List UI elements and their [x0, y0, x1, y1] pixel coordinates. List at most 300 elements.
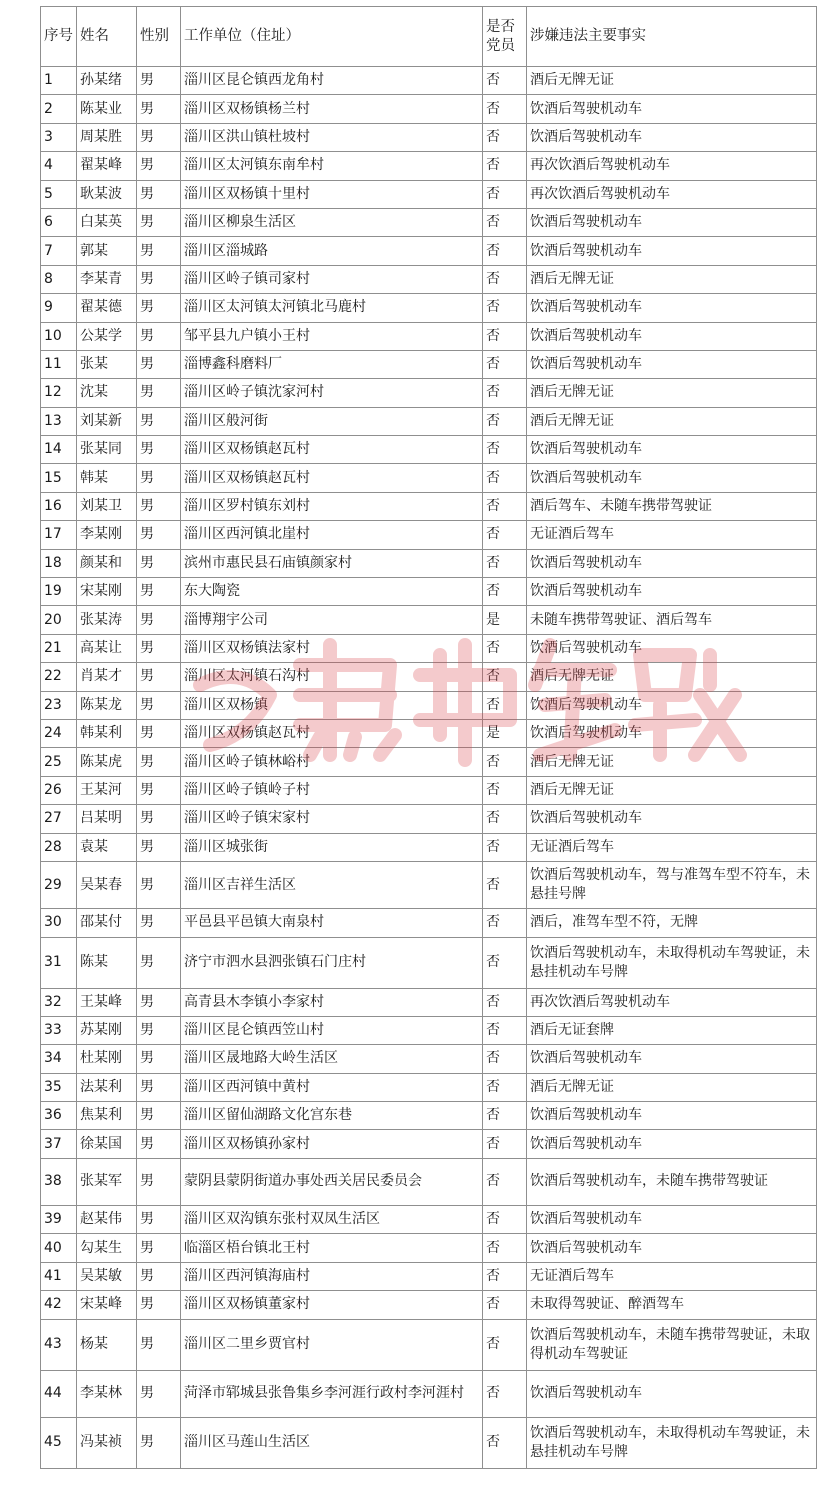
cell-party-member: 否 [483, 407, 527, 435]
table-row [41, 1234, 817, 1262]
cell-index: 14 [41, 436, 77, 464]
cell-index: 31 [41, 937, 77, 988]
cell-name: 李某林 [77, 1370, 137, 1417]
cell-violation: 饮酒后驾驶机动车 [527, 1130, 817, 1158]
cell-workplace: 东大陶瓷 [181, 578, 483, 606]
cell-name: 李某刚 [77, 521, 137, 549]
cell-violation: 酒后无牌无证 [527, 407, 817, 435]
table-row [41, 805, 817, 833]
cell-index: 16 [41, 492, 77, 520]
cell-workplace: 淄川区晟地路大岭生活区 [181, 1045, 483, 1073]
table-row [41, 180, 817, 208]
cell-name: 孙某绪 [77, 67, 137, 95]
table-body [41, 67, 817, 1469]
cell-gender: 男 [137, 492, 181, 520]
cell-gender: 男 [137, 123, 181, 151]
cell-party-member: 否 [483, 492, 527, 520]
cell-name: 勾某生 [77, 1234, 137, 1262]
cell-workplace: 淄川区太河镇太河镇北马鹿村 [181, 294, 483, 322]
cell-gender: 男 [137, 1370, 181, 1417]
cell-gender: 男 [137, 1291, 181, 1319]
cell-gender: 男 [137, 691, 181, 719]
cell-index: 42 [41, 1291, 77, 1319]
cell-index: 18 [41, 549, 77, 577]
cell-name: 翟某德 [77, 294, 137, 322]
table-row [41, 407, 817, 435]
cell-gender: 男 [137, 350, 181, 378]
cell-party-member: 否 [483, 1102, 527, 1130]
cell-index: 32 [41, 988, 77, 1016]
cell-workplace: 淄川区双沟镇东张村双凤生活区 [181, 1206, 483, 1234]
cell-workplace: 菏泽市郓城县张鲁集乡李河涯行政村李河涯村 [181, 1370, 483, 1417]
cell-party-member: 否 [483, 1206, 527, 1234]
cell-gender: 男 [137, 909, 181, 937]
cell-gender: 男 [137, 379, 181, 407]
cell-workplace: 淄川区双杨镇赵瓦村 [181, 719, 483, 747]
cell-index: 34 [41, 1045, 77, 1073]
cell-name: 吴某敏 [77, 1262, 137, 1290]
table-row [41, 1158, 817, 1205]
cell-workplace: 淄川区西河镇海庙村 [181, 1262, 483, 1290]
cell-index: 33 [41, 1016, 77, 1044]
cell-gender: 男 [137, 719, 181, 747]
cell-gender: 男 [137, 1158, 181, 1205]
table-row [41, 123, 817, 151]
table-row [41, 1370, 817, 1417]
table-row [41, 1206, 817, 1234]
cell-gender: 男 [137, 436, 181, 464]
cell-workplace: 滨州市惠民县石庙镇颜家村 [181, 549, 483, 577]
cell-name: 郭某 [77, 237, 137, 265]
cell-violation: 酒后无牌无证 [527, 379, 817, 407]
cell-index: 6 [41, 208, 77, 236]
table-row [41, 322, 817, 350]
cell-name: 王某河 [77, 776, 137, 804]
table-header-row [41, 7, 817, 67]
header-gender: 性别 [137, 7, 181, 67]
table-row [41, 464, 817, 492]
table-row [41, 937, 817, 988]
cell-workplace: 淄川区双杨镇孙家村 [181, 1130, 483, 1158]
cell-gender: 男 [137, 67, 181, 95]
cell-gender: 男 [137, 578, 181, 606]
cell-party-member: 否 [483, 691, 527, 719]
table-row [41, 294, 817, 322]
cell-name: 刘某新 [77, 407, 137, 435]
table-row [41, 606, 817, 634]
cell-workplace: 淄川区昆仑镇西笠山村 [181, 1016, 483, 1044]
cell-gender: 男 [137, 805, 181, 833]
cell-workplace: 淄川区双杨镇十里村 [181, 180, 483, 208]
cell-violation: 饮酒后驾驶机动车 [527, 237, 817, 265]
cell-party-member: 是 [483, 606, 527, 634]
cell-index: 41 [41, 1262, 77, 1290]
table-row [41, 350, 817, 378]
cell-party-member: 否 [483, 1291, 527, 1319]
cell-workplace: 淄川区西河镇中黄村 [181, 1073, 483, 1101]
cell-party-member: 否 [483, 237, 527, 265]
cell-party-member: 否 [483, 909, 527, 937]
cell-party-member: 否 [483, 988, 527, 1016]
cell-party-member: 否 [483, 521, 527, 549]
cell-violation: 酒后无证套牌 [527, 1016, 817, 1044]
cell-gender: 男 [137, 1262, 181, 1290]
cell-index: 21 [41, 634, 77, 662]
table-row [41, 1319, 817, 1370]
cell-gender: 男 [137, 549, 181, 577]
cell-name: 法某利 [77, 1073, 137, 1101]
cell-violation: 再次饮酒后驾驶机动车 [527, 180, 817, 208]
cell-workplace: 蒙阴县蒙阴街道办事处西关居民委员会 [181, 1158, 483, 1205]
cell-gender: 男 [137, 152, 181, 180]
cell-index: 15 [41, 464, 77, 492]
cell-workplace: 淄川区洪山镇杜坡村 [181, 123, 483, 151]
cell-gender: 男 [137, 322, 181, 350]
cell-party-member: 否 [483, 208, 527, 236]
cell-party-member: 否 [483, 833, 527, 861]
cell-index: 2 [41, 95, 77, 123]
cell-party-member: 是 [483, 719, 527, 747]
cell-name: 冯某祯 [77, 1417, 137, 1468]
cell-violation: 无证酒后驾车 [527, 521, 817, 549]
cell-workplace: 淄博鑫科磨料厂 [181, 350, 483, 378]
cell-workplace: 淄川区柳泉生活区 [181, 208, 483, 236]
table-row [41, 265, 817, 293]
cell-index: 45 [41, 1417, 77, 1468]
cell-name: 杨某 [77, 1319, 137, 1370]
cell-workplace: 平邑县平邑镇大南泉村 [181, 909, 483, 937]
cell-index: 28 [41, 833, 77, 861]
cell-party-member: 否 [483, 1130, 527, 1158]
cell-workplace: 淄川区淄城路 [181, 237, 483, 265]
cell-name: 袁某 [77, 833, 137, 861]
cell-violation: 饮酒后驾驶机动车 [527, 123, 817, 151]
cell-violation: 酒后，准驾车型不符，无牌 [527, 909, 817, 937]
cell-party-member: 否 [483, 1417, 527, 1468]
cell-index: 23 [41, 691, 77, 719]
table-row [41, 1291, 817, 1319]
cell-violation: 酒后无牌无证 [527, 663, 817, 691]
cell-violation: 再次饮酒后驾驶机动车 [527, 152, 817, 180]
table-row [41, 436, 817, 464]
cell-name: 公某学 [77, 322, 137, 350]
cell-violation: 饮酒后驾驶机动车 [527, 436, 817, 464]
cell-violation: 无证酒后驾车 [527, 833, 817, 861]
cell-party-member: 否 [483, 350, 527, 378]
cell-index: 20 [41, 606, 77, 634]
cell-index: 30 [41, 909, 77, 937]
cell-index: 38 [41, 1158, 77, 1205]
table-row [41, 152, 817, 180]
cell-gender: 男 [137, 265, 181, 293]
cell-gender: 男 [137, 988, 181, 1016]
cell-violation: 再次饮酒后驾驶机动车 [527, 988, 817, 1016]
cell-name: 杜某刚 [77, 1045, 137, 1073]
cell-name: 张某 [77, 350, 137, 378]
cell-gender: 男 [137, 294, 181, 322]
cell-party-member: 否 [483, 805, 527, 833]
cell-name: 宋某峰 [77, 1291, 137, 1319]
cell-party-member: 否 [483, 1016, 527, 1044]
cell-workplace: 淄川区岭子镇宋家村 [181, 805, 483, 833]
cell-violation: 未取得驾驶证、醉酒驾车 [527, 1291, 817, 1319]
cell-name: 赵某伟 [77, 1206, 137, 1234]
cell-name: 沈某 [77, 379, 137, 407]
cell-party-member: 否 [483, 123, 527, 151]
table-row [41, 208, 817, 236]
cell-gender: 男 [137, 833, 181, 861]
cell-workplace: 临淄区梧台镇北王村 [181, 1234, 483, 1262]
cell-workplace: 淄川区留仙湖路文化宫东巷 [181, 1102, 483, 1130]
cell-violation: 饮酒后驾驶机动车，未随车携带驾驶证 [527, 1158, 817, 1205]
cell-violation: 酒后无牌无证 [527, 1073, 817, 1101]
table-row [41, 492, 817, 520]
cell-workplace: 高青县木李镇小李家村 [181, 988, 483, 1016]
cell-violation: 饮酒后驾驶机动车 [527, 95, 817, 123]
cell-violation: 饮酒后驾驶机动车 [527, 208, 817, 236]
cell-gender: 男 [137, 606, 181, 634]
cell-violation: 饮酒后驾驶机动车 [527, 1234, 817, 1262]
cell-name: 陈某虎 [77, 748, 137, 776]
cell-index: 36 [41, 1102, 77, 1130]
table-row [41, 988, 817, 1016]
cell-violation: 饮酒后驾驶机动车 [527, 1206, 817, 1234]
table-row [41, 1102, 817, 1130]
cell-workplace: 淄川区岭子镇林峪村 [181, 748, 483, 776]
cell-gender: 男 [137, 521, 181, 549]
cell-gender: 男 [137, 861, 181, 908]
cell-name: 苏某刚 [77, 1016, 137, 1044]
cell-name: 吴某春 [77, 861, 137, 908]
cell-workplace: 淄川区吉祥生活区 [181, 861, 483, 908]
cell-name: 张某涛 [77, 606, 137, 634]
cell-name: 周某胜 [77, 123, 137, 151]
header-index: 序号 [41, 7, 77, 67]
cell-party-member: 否 [483, 1073, 527, 1101]
cell-index: 13 [41, 407, 77, 435]
cell-party-member: 否 [483, 861, 527, 908]
cell-name: 翟某峰 [77, 152, 137, 180]
cell-workplace: 淄博翔宇公司 [181, 606, 483, 634]
cell-gender: 男 [137, 95, 181, 123]
cell-name: 刘某卫 [77, 492, 137, 520]
cell-gender: 男 [137, 937, 181, 988]
cell-workplace: 济宁市泗水县泗张镇石门庄村 [181, 937, 483, 988]
cell-violation: 酒后无牌无证 [527, 67, 817, 95]
table-row [41, 634, 817, 662]
cell-name: 韩某 [77, 464, 137, 492]
cell-party-member: 否 [483, 1262, 527, 1290]
cell-party-member: 否 [483, 748, 527, 776]
cell-violation: 饮酒后驾驶机动车 [527, 634, 817, 662]
cell-name: 陈某业 [77, 95, 137, 123]
cell-index: 1 [41, 67, 77, 95]
cell-index: 44 [41, 1370, 77, 1417]
cell-party-member: 否 [483, 578, 527, 606]
cell-gender: 男 [137, 1206, 181, 1234]
cell-index: 25 [41, 748, 77, 776]
cell-index: 9 [41, 294, 77, 322]
cell-gender: 男 [137, 1045, 181, 1073]
cell-index: 35 [41, 1073, 77, 1101]
table-row [41, 776, 817, 804]
cell-party-member: 否 [483, 294, 527, 322]
cell-index: 3 [41, 123, 77, 151]
cell-index: 22 [41, 663, 77, 691]
cell-name: 焦某利 [77, 1102, 137, 1130]
cell-gender: 男 [137, 464, 181, 492]
cell-gender: 男 [137, 407, 181, 435]
cell-workplace: 淄川区双杨镇杨兰村 [181, 95, 483, 123]
cell-party-member: 否 [483, 95, 527, 123]
cell-name: 徐某国 [77, 1130, 137, 1158]
cell-party-member: 否 [483, 634, 527, 662]
cell-gender: 男 [137, 748, 181, 776]
cell-party-member: 否 [483, 180, 527, 208]
cell-gender: 男 [137, 1073, 181, 1101]
cell-party-member: 否 [483, 1234, 527, 1262]
table-row [41, 861, 817, 908]
table-row [41, 1130, 817, 1158]
cell-gender: 男 [137, 1102, 181, 1130]
cell-violation: 饮酒后驾驶机动车，未随车携带驾驶证，未取得机动车驾驶证 [527, 1319, 817, 1370]
cell-index: 40 [41, 1234, 77, 1262]
cell-gender: 男 [137, 776, 181, 804]
table-row [41, 719, 817, 747]
cell-party-member: 否 [483, 436, 527, 464]
cell-party-member: 否 [483, 1045, 527, 1073]
cell-name: 韩某利 [77, 719, 137, 747]
cell-violation: 未随车携带驾驶证、酒后驾车 [527, 606, 817, 634]
cell-party-member: 否 [483, 937, 527, 988]
cell-index: 37 [41, 1130, 77, 1158]
cell-violation: 酒后驾车、未随车携带驾驶证 [527, 492, 817, 520]
cell-violation: 饮酒后驾驶机动车 [527, 322, 817, 350]
table-row [41, 237, 817, 265]
cell-index: 17 [41, 521, 77, 549]
cell-workplace: 淄川区双杨镇赵瓦村 [181, 464, 483, 492]
cell-name: 宋某刚 [77, 578, 137, 606]
cell-party-member: 否 [483, 67, 527, 95]
cell-name: 张某同 [77, 436, 137, 464]
table-row [41, 663, 817, 691]
cell-violation: 饮酒后驾驶机动车 [527, 350, 817, 378]
cell-violation: 饮酒后驾驶机动车 [527, 719, 817, 747]
table-row [41, 379, 817, 407]
cell-party-member: 否 [483, 464, 527, 492]
cell-workplace: 淄川区二里乡贾官村 [181, 1319, 483, 1370]
cell-gender: 男 [137, 634, 181, 662]
cell-workplace: 淄川区双杨镇董家村 [181, 1291, 483, 1319]
table-row [41, 1262, 817, 1290]
cell-gender: 男 [137, 208, 181, 236]
cell-violation: 饮酒后驾驶机动车 [527, 578, 817, 606]
cell-index: 7 [41, 237, 77, 265]
cell-workplace: 淄川区太河镇东南牟村 [181, 152, 483, 180]
header-name: 姓名 [77, 7, 137, 67]
cell-gender: 男 [137, 1234, 181, 1262]
violation-roster-table [40, 6, 817, 1469]
cell-party-member: 否 [483, 1158, 527, 1205]
cell-workplace: 淄川区马莲山生活区 [181, 1417, 483, 1468]
cell-party-member: 否 [483, 379, 527, 407]
table-row [41, 95, 817, 123]
cell-gender: 男 [137, 1130, 181, 1158]
cell-violation: 饮酒后驾驶机动车 [527, 1370, 817, 1417]
cell-index: 10 [41, 322, 77, 350]
cell-name: 王某峰 [77, 988, 137, 1016]
cell-index: 27 [41, 805, 77, 833]
cell-workplace: 淄川区罗村镇东刘村 [181, 492, 483, 520]
cell-gender: 男 [137, 663, 181, 691]
cell-party-member: 否 [483, 322, 527, 350]
cell-violation: 酒后无牌无证 [527, 776, 817, 804]
table-row [41, 1016, 817, 1044]
cell-party-member: 否 [483, 663, 527, 691]
cell-party-member: 否 [483, 152, 527, 180]
header-workplace: 工作单位（住址） [181, 7, 483, 67]
table-row [41, 521, 817, 549]
cell-name: 陈某 [77, 937, 137, 988]
cell-index: 8 [41, 265, 77, 293]
cell-violation: 饮酒后驾驶机动车，驾与准驾车型不符车，未悬挂号牌 [527, 861, 817, 908]
cell-workplace: 淄川区双杨镇赵瓦村 [181, 436, 483, 464]
cell-name: 高某让 [77, 634, 137, 662]
cell-gender: 男 [137, 1016, 181, 1044]
cell-workplace: 淄川区昆仑镇西龙角村 [181, 67, 483, 95]
cell-workplace: 淄川区双杨镇 [181, 691, 483, 719]
cell-violation: 酒后无牌无证 [527, 265, 817, 293]
cell-workplace: 淄川区岭子镇沈家河村 [181, 379, 483, 407]
table-row [41, 578, 817, 606]
cell-index: 4 [41, 152, 77, 180]
cell-name: 肖某才 [77, 663, 137, 691]
table-row [41, 1073, 817, 1101]
cell-index: 26 [41, 776, 77, 804]
cell-workplace: 淄川区西河镇北崖村 [181, 521, 483, 549]
cell-workplace: 淄川区岭子镇司家村 [181, 265, 483, 293]
cell-party-member: 否 [483, 1319, 527, 1370]
cell-violation: 饮酒后驾驶机动车 [527, 691, 817, 719]
cell-violation: 饮酒后驾驶机动车，未取得机动车驾驶证，未悬挂机动车号牌 [527, 937, 817, 988]
cell-index: 19 [41, 578, 77, 606]
cell-workplace: 淄川区岭子镇岭子村 [181, 776, 483, 804]
table-row [41, 748, 817, 776]
cell-party-member: 否 [483, 549, 527, 577]
cell-index: 39 [41, 1206, 77, 1234]
header-violation: 涉嫌违法主要事实 [527, 7, 817, 67]
cell-index: 24 [41, 719, 77, 747]
cell-violation: 饮酒后驾驶机动车 [527, 294, 817, 322]
cell-workplace: 淄川区太河镇石沟村 [181, 663, 483, 691]
table-row [41, 1417, 817, 1468]
cell-violation: 无证酒后驾车 [527, 1262, 817, 1290]
cell-workplace: 邹平县九户镇小王村 [181, 322, 483, 350]
cell-gender: 男 [137, 180, 181, 208]
table-row [41, 691, 817, 719]
cell-name: 张某军 [77, 1158, 137, 1205]
table-row [41, 549, 817, 577]
table-row [41, 67, 817, 95]
table-row [41, 909, 817, 937]
cell-workplace: 淄川区城张街 [181, 833, 483, 861]
table-row [41, 833, 817, 861]
cell-party-member: 否 [483, 776, 527, 804]
cell-violation: 饮酒后驾驶机动车 [527, 1045, 817, 1073]
cell-gender: 男 [137, 1417, 181, 1468]
cell-gender: 男 [137, 1319, 181, 1370]
cell-name: 李某青 [77, 265, 137, 293]
